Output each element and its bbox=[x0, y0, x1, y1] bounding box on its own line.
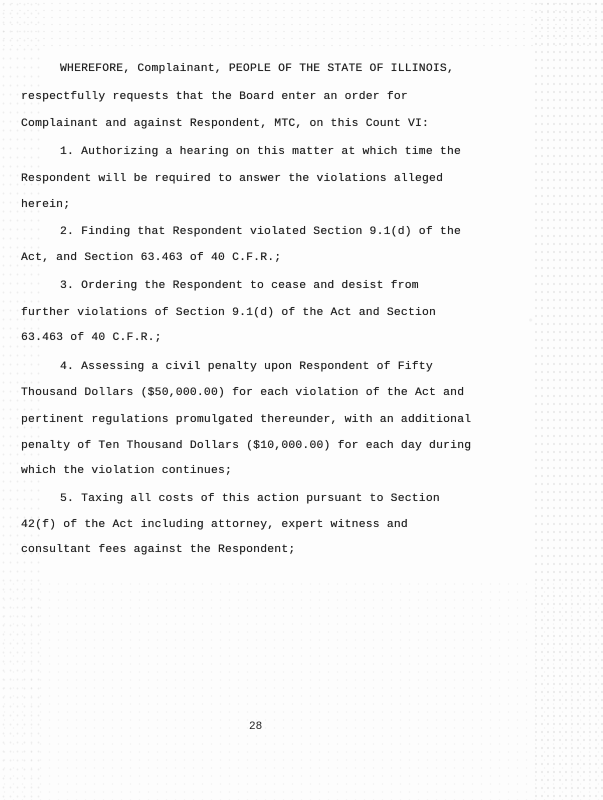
text-line: Act, and Section 63.463 of 40 C.F.R.; bbox=[21, 252, 282, 264]
text-line: which the violation continues; bbox=[21, 465, 233, 477]
page-number: 28 bbox=[249, 721, 263, 733]
text-line: 42(f) of the Act including attorney, expert witness and bbox=[21, 519, 408, 531]
prayer-item-1: 1. Authorizing a hearing on this matter at which time the bbox=[60, 146, 462, 158]
text-line: Respondent will be required to answer the violations alleged bbox=[21, 173, 444, 185]
prayer-item-3: 3. Ordering the Respondent to cease and desist from bbox=[60, 280, 419, 292]
prayer-item-4: 4. Assessing a civil penalty upon Respondent of Fifty bbox=[60, 361, 433, 373]
text-line: pertinent regulations promulgated thereunder, with an additional bbox=[21, 414, 472, 426]
text-line: further violations of Section 9.1(d) of the Act and Section bbox=[21, 307, 437, 319]
text-line: respectfully requests that the Board enter an order for bbox=[21, 91, 408, 103]
text-line: penalty of Ten Thousand Dollars ($10,000.00) for each day during bbox=[21, 440, 472, 452]
text-line: 63.463 of 40 C.F.R.; bbox=[21, 332, 162, 344]
prayer-item-2: 2. Finding that Respondent violated Section 9.1(d) of the bbox=[60, 226, 462, 238]
scan-noise-bottom bbox=[0, 580, 603, 800]
text-line: Thousand Dollars ($50,000.00) for each violation of the Act and bbox=[21, 387, 465, 399]
text-line: herein; bbox=[21, 199, 71, 211]
scan-noise-top bbox=[0, 0, 603, 50]
text-line: Complainant and against Respondent, MTC, on this Count VI: bbox=[21, 118, 430, 130]
text-line-wherefore: WHEREFORE, Complainant, PEOPLE OF THE STATE OF ILLINOIS, bbox=[60, 63, 454, 75]
prayer-item-5: 5. Taxing all costs of this action pursuant to Section bbox=[60, 493, 440, 505]
text-line: consultant fees against the Respondent; bbox=[21, 544, 296, 556]
